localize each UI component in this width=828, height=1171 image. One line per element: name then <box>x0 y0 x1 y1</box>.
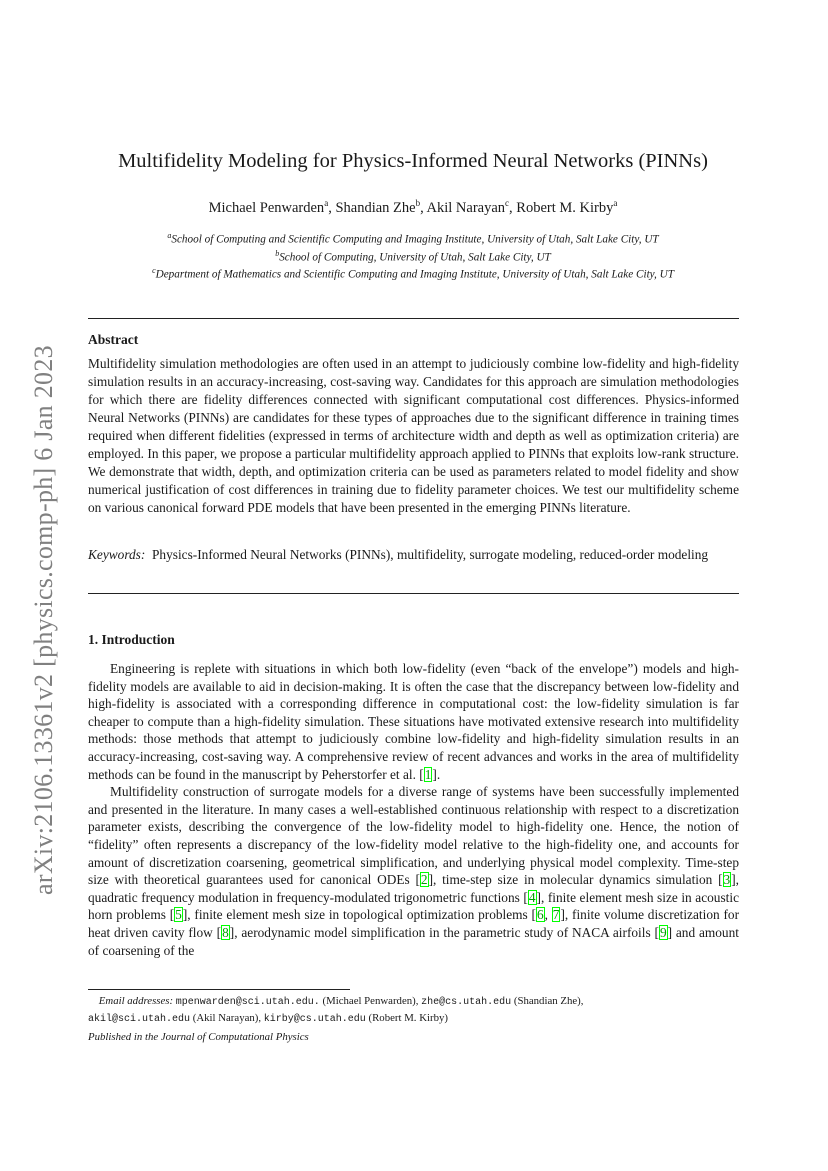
author-list: Michael Penwarden$^a$, Shandian Zhe$^b$, Akil Narayan$^c$, Robert M. Kirby$^a$ <box>208 198 618 216</box>
keywords-text: Physics-Informed Neural Networks (PINNs), multifidelity, surrogate modeling, reduced-order modeling <box>152 547 709 562</box>
author-name: Shandian Zhe <box>335 199 416 216</box>
paragraph: Multifidelity construction of surrogate models for a diverse range of systems have been successfully implemented and presented in the literature. In many cases a well-established continuous relationship with respect to a discretization parameter exists, describing the convergence of the low-fidelity model to high-fidelity one. Hence, the notion of “fidelity” often represents a discrepancy of the low-fidelity model relative to the high-fidelity one, and accounts for amount of discretization coarsening, geometrical simplification, and underlying physical model complexity. Time-step size with theoretical guarantees used for canonical ODEs [2], time-step size in molecular dynamics simulation [3], quadratic frequency modulation in frequency-modulated trigonometric functions [4], finite element mesh size in acoustic horn problems [5], finite element mesh size in topological optimization problems [6, 7], finite volume discretization for heat driven cavity flow [8], aerodynamic model simplification in the parametric study of NACA airfoils [9] and amount of coarsening of the <box>88 784 740 958</box>
citation-link[interactable]: 9 <box>659 924 667 940</box>
author-name: Robert M. Kirby <box>516 199 614 216</box>
footnote-label: Email addresses: <box>98 995 174 1007</box>
citation-link[interactable]: 7 <box>552 907 560 923</box>
affiliation-mark: c <box>152 266 156 276</box>
affiliation-text: Department of Mathematics and Scientific Computing and Imaging Institute, University of Utah, Salt Lake City, UT <box>155 269 674 282</box>
author-affil-mark: a <box>324 198 329 208</box>
introduction-body <box>88 660 739 959</box>
citation-link[interactable]: 2 <box>420 872 428 888</box>
citation-link[interactable]: 5 <box>175 907 182 923</box>
affiliation-mark: b <box>275 248 280 258</box>
abstract-bottom-rule <box>88 593 739 594</box>
author-affil-mark: c <box>505 198 510 208</box>
affiliation-text: School of Computing, University of Utah, Salt Lake City, UT <box>279 251 551 264</box>
email-link[interactable]: akil@sci.utah.edu <box>88 1013 191 1025</box>
citation-link[interactable]: 3 <box>723 872 731 888</box>
author-affil-mark: b <box>415 198 421 208</box>
affiliation-mark: a <box>167 231 172 240</box>
paper-title: Multifidelity Modeling for Physics-Informed Neural Networks (PINNs) <box>118 150 708 172</box>
affiliation-text: School of Computing and Scientific Computing and Imaging Institute, University of Utah, Salt Lake City, UT <box>171 233 659 246</box>
affiliation <box>88 229 738 247</box>
email-link[interactable]: zhe@cs.utah.edu <box>421 997 512 1008</box>
keywords <box>88 546 739 564</box>
affiliation <box>88 264 738 282</box>
author-name: Akil Narayan <box>426 199 506 216</box>
author-affil-mark: a <box>613 198 618 208</box>
publication-note: Published in the Journal of Computational Physics <box>88 1031 309 1043</box>
abstract-text: Multifidelity simulation methodologies are often used in an attempt to judiciously combine low-fidelity and high-fidelity simulation results in an accuracy-increasing, cost-saving way. Candidates for this approach are simulation methodologies for which there are fidelity differences connected with significant computational cost differences. Physics-informed Neural Networks (PINNs) are candidates for these types of approaches due to the significant difference in training times required when different fidelities (expressed in terms of architecture width and depth as well as optimization criteria) are employed. In this paper, we propose a particular multifidelity approach applied to PINNs that exploits low-rank structure. We demonstrate that width, depth, and optimization criteria can be used as parameters related to model fidelity and show numerical justification of cost differences in training due to fidelity parameter choices. We test our multifidelity scheme on various canonical forward PDE models that have been presented in the emerging PINNs literature. <box>88 356 739 515</box>
paragraph: Engineering is replete with situations in which both low-fidelity (even “back of the envelope”) models and high-fidelity models are available to aid in decision-making. It is often the case that the discrepancy between low-fidelity and high-fidelity is associated with a corresponding difference in computational cost: the low-fidelity simulation is far cheaper to compute than a high-fidelity simulation. These situations have motivated extensive research into multifidelity methods: those methods that attempt to judiciously combine low-fidelity and high-fidelity simulation results in an accuracy-increasing, cost-saving way. A comprehensive review of recent advances and works in the area of multifidelity methods can be found in the manuscript by Peherstorfer et al. [1]. <box>88 661 739 782</box>
affiliation-list <box>88 229 738 282</box>
abstract-heading: Abstract <box>88 332 139 347</box>
keywords-label: Keywords: <box>88 547 146 562</box>
citation-link[interactable]: 8 <box>222 924 229 940</box>
arxiv-identifier-text: arXiv:2106.13361v2 [physics.comp-ph] 6 Jan 2023 <box>29 345 59 895</box>
section-heading-introduction: 1. Introduction <box>88 632 175 647</box>
citation-link[interactable]: 6 <box>536 907 544 923</box>
author-name: Michael Penwarden <box>208 199 325 216</box>
arxiv-identifier <box>24 330 64 910</box>
footnote-rule <box>88 989 350 990</box>
email-link[interactable]: mpenwarden@sci.utah.edu. <box>175 997 320 1008</box>
affiliation <box>88 247 738 265</box>
email-link[interactable]: kirby@cs.utah.edu <box>263 1013 366 1025</box>
citation-link[interactable]: 1 <box>424 766 432 782</box>
citation-link[interactable]: 4 <box>528 889 536 905</box>
footnote-emails: Email addresses: mpenwarden@sci.utah.edu. (Michael Penwarden), zhe@cs.utah.edu (Shandian Zhe), akil@sci.utah.edu (Akil Narayan), kirby@cs.utah.edu (Robert M. Kirby) <box>88 995 584 1025</box>
abstract-top-rule <box>88 318 739 319</box>
